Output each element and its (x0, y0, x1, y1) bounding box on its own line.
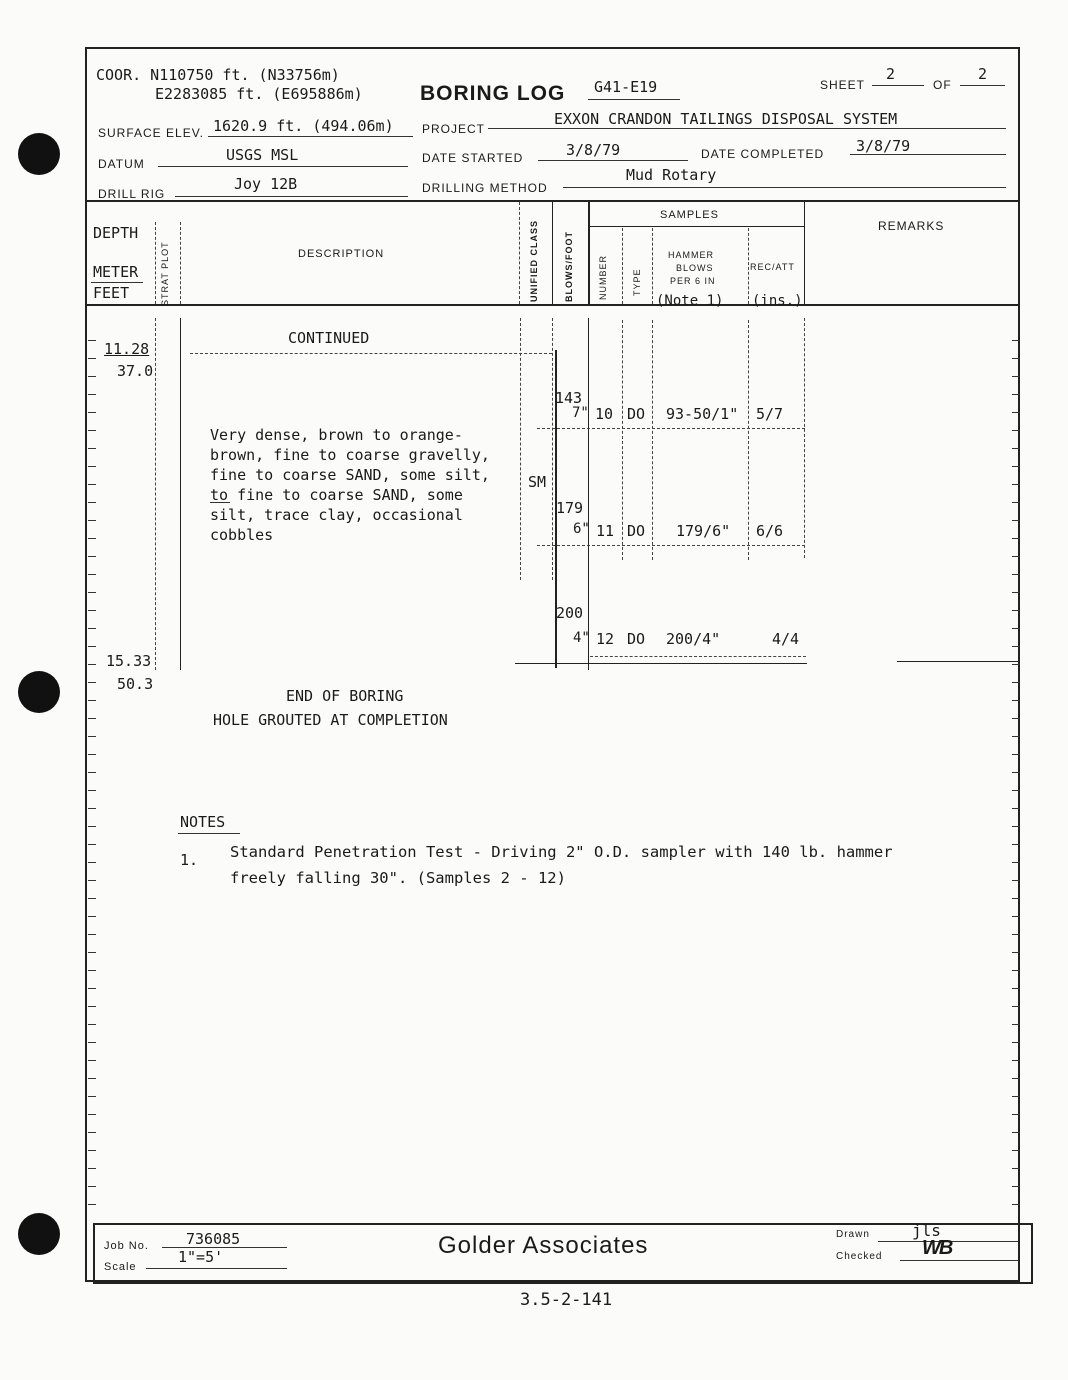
depth-tick (1012, 1078, 1020, 1079)
sample-hammer-blows: 179/6" (676, 522, 731, 540)
page-title: BORING LOG (420, 82, 566, 105)
col-depth: DEPTH (93, 224, 139, 242)
depth-tick (1012, 1186, 1020, 1187)
notes-underline (178, 833, 240, 834)
sample-recovery: 5/7 (756, 405, 784, 423)
depth-tick (1012, 934, 1020, 935)
depth-tick (1012, 430, 1020, 431)
drill-rig-label: DRILL RIG (98, 187, 166, 201)
depth-tick (1012, 1060, 1020, 1061)
checked-initials: WB (922, 1237, 952, 1259)
hole-grouted: HOLE GROUTED AT COMPLETION (213, 711, 448, 729)
col-description: DESCRIPTION (298, 248, 385, 260)
depth-tick (1012, 772, 1020, 773)
strat-plot-body-right (180, 318, 181, 670)
depth-tick (88, 628, 96, 629)
sample-recovery: 4/4 (772, 630, 800, 648)
depth-tick (1012, 736, 1020, 737)
description-line: fine to coarse SAND, some silt, (210, 466, 490, 484)
sample-hammer-blows: 93-50/1" (666, 405, 739, 423)
col-hammer-note: (Note 1) (656, 293, 724, 309)
depth-tick (88, 1024, 96, 1025)
drill-rig-value: Joy 12B (234, 175, 298, 193)
page-number: 3.5-2-141 (520, 1290, 613, 1310)
depth-tick (88, 646, 96, 647)
note-line-1: Standard Penetration Test - Driving 2" O.D. sampler with 140 lb. hammer (230, 843, 893, 861)
depth-tick (1012, 700, 1020, 701)
sample-11-bottom-rule (537, 545, 805, 546)
depth-tick (88, 1204, 96, 1205)
depth-tick (88, 1132, 96, 1133)
datum-underline (158, 166, 408, 167)
sample-blows-foot: 143 (555, 389, 583, 407)
soil-description (210, 425, 490, 545)
samples-body-left (588, 318, 589, 670)
depth-tick (88, 484, 96, 485)
depth-tick (88, 736, 96, 737)
depth-tick (1012, 718, 1020, 719)
depth-tick (88, 502, 96, 503)
depth-tick (1012, 1114, 1020, 1115)
col-number: NUMBER (598, 254, 608, 300)
samples-header-divider (588, 226, 804, 227)
depth-tick (88, 556, 96, 557)
job-no-value: 736085 (186, 1230, 241, 1248)
col-unified-class: UNIFIED CLASS (529, 219, 539, 302)
sample-12-rule (590, 656, 806, 657)
depth-tick (88, 1042, 96, 1043)
end-of-boring: END OF BORING (286, 687, 404, 705)
project-label: PROJECT (422, 122, 486, 136)
type-body-rule (652, 320, 653, 560)
sample-type: DO (627, 405, 646, 423)
depth-tick (88, 970, 96, 971)
depth-tick (88, 988, 96, 989)
date-started-underline (538, 160, 688, 161)
depth-tick (88, 520, 96, 521)
date-started-label: DATE STARTED (422, 151, 524, 165)
col-remarks: REMARKS (878, 219, 945, 233)
company-name: Golder Associates (438, 1232, 649, 1259)
date-completed-underline (850, 154, 1006, 155)
depth-tick (88, 952, 96, 953)
depth-tick (1012, 574, 1020, 575)
depth-tick (88, 538, 96, 539)
remarks-end-rule (897, 661, 1019, 662)
sample-blows-foot: 200 (556, 604, 584, 622)
depth-tick (1012, 376, 1020, 377)
col-blows-per-foot: BLOWS/FOOT (564, 231, 574, 302)
col-type: TYPE (632, 268, 642, 296)
depth-tick (88, 682, 96, 683)
depth-tick (88, 574, 96, 575)
depth-tick (1012, 466, 1020, 467)
depth-tick (1012, 1132, 1020, 1133)
surface-elev-underline (208, 136, 413, 137)
unified-class-body-left (520, 318, 521, 580)
depth-tick (88, 340, 96, 341)
scale-underline (146, 1268, 287, 1269)
depth-tick (1012, 808, 1020, 809)
depth-tick (88, 934, 96, 935)
blows-body-left (552, 318, 553, 580)
depth-tick (88, 376, 96, 377)
unified-class-value: SM (528, 473, 547, 491)
depth-tick (88, 844, 96, 845)
depth-tick (1012, 394, 1020, 395)
col-feet: FEET (93, 284, 130, 302)
depth-tick (88, 790, 96, 791)
column-header-divider (86, 304, 1019, 306)
coord-north: COOR. N110750 ft. (N33756m) (96, 66, 340, 84)
depth-tick (88, 826, 96, 827)
footer-left-rule (93, 1223, 95, 1283)
date-started-value: 3/8/79 (566, 141, 621, 159)
depth-tick (88, 358, 96, 359)
depth-tick (1012, 682, 1020, 683)
blows-left-rule (552, 202, 553, 304)
depth-tick (1012, 1006, 1020, 1007)
checked-label: Checked (836, 1251, 883, 1262)
description-line: Very dense, brown to orange- (210, 426, 463, 444)
depth-tick (1012, 970, 1020, 971)
punch-hole-bottom (18, 1213, 60, 1255)
number-body-rule (622, 320, 623, 560)
drilling-method-underline (563, 187, 1006, 188)
scale-value: 1"=5' (178, 1248, 224, 1266)
sheet-number-underline (872, 85, 924, 86)
depth-tick (88, 412, 96, 413)
description-line: cobbles (210, 526, 274, 544)
to-underline (210, 502, 230, 503)
sample-10-bottom-rule (537, 428, 805, 429)
sample-hammer-blows: 200/4" (666, 630, 721, 648)
surface-elev-value: 1620.9 ft. (494.06m) (213, 117, 394, 135)
depth-tick (1012, 484, 1020, 485)
punch-hole-middle (18, 671, 60, 713)
depth-tick (88, 1078, 96, 1079)
col-rec-att: REC/ATT (750, 262, 795, 272)
datum-label: DATUM (98, 157, 145, 171)
depth-tick (1012, 448, 1020, 449)
drilling-method-label: DRILLING METHOD (422, 181, 548, 195)
depth-tick (1012, 592, 1020, 593)
depth-tick (1012, 520, 1020, 521)
depth-tick (1012, 610, 1020, 611)
depth-tick (88, 916, 96, 917)
surface-elev-label: SURFACE ELEV. (98, 126, 204, 140)
sample-type: DO (627, 630, 646, 648)
depth-tick (88, 754, 96, 755)
drill-rig-underline (175, 196, 408, 197)
depth-tick (1012, 538, 1020, 539)
drawn-label: Drawn (836, 1229, 870, 1240)
datum-value: USGS MSL (226, 146, 299, 164)
sample-blows-in: 7" (572, 405, 589, 421)
depth-tick (1012, 1204, 1020, 1205)
depth-tick (1012, 862, 1020, 863)
project-underline (488, 128, 1006, 129)
depth-tick (1012, 754, 1020, 755)
boring-id-underline (588, 99, 680, 100)
sheet-total: 2 (978, 65, 988, 83)
depth-tick (88, 862, 96, 863)
depth-tick (1012, 988, 1020, 989)
depth-tick (1012, 898, 1020, 899)
footer-divider (93, 1223, 1033, 1225)
depth-tick (1012, 1042, 1020, 1043)
sample-number: 11 (596, 522, 615, 540)
job-no-label: Job No. (104, 1240, 149, 1252)
drilling-method-value: Mud Rotary (626, 166, 717, 184)
sample-recovery: 6/6 (756, 522, 784, 540)
depth-tick (88, 772, 96, 773)
depth-tick (88, 430, 96, 431)
depth-tick (1012, 916, 1020, 917)
date-completed-label: DATE COMPLETED (701, 147, 825, 161)
depth-tick (1012, 502, 1020, 503)
depth-tick (1012, 628, 1020, 629)
note-number: 1. (180, 851, 199, 869)
depth-tick (1012, 880, 1020, 881)
punch-hole-top (18, 133, 60, 175)
continued-label: CONTINUED (288, 329, 370, 347)
sample-blows-foot: 179 (556, 499, 584, 517)
number-right-rule (622, 228, 623, 304)
strat-plot-body-left (155, 318, 156, 670)
description-line: brown, fine to coarse gravelly, (210, 446, 490, 464)
depth-tick (88, 808, 96, 809)
depth-tick (88, 394, 96, 395)
depth-tick (88, 1114, 96, 1115)
remarks-body-rule (804, 318, 805, 558)
depth-tick (88, 466, 96, 467)
strat-plot-right-rule (180, 222, 181, 304)
scale-label: Scale (104, 1261, 137, 1273)
depth-tick (1012, 1150, 1020, 1151)
notes-heading: NOTES (180, 813, 226, 831)
date-completed-value: 3/8/79 (856, 137, 911, 155)
col-hammer-line3: PER 6 IN (670, 276, 716, 286)
depth-tick (1012, 1096, 1020, 1097)
col-meter: METER (93, 263, 139, 281)
footer-bottom-rule (93, 1282, 1033, 1284)
depth-tick (88, 1060, 96, 1061)
col-rec-unit: (ins.) (752, 293, 803, 309)
top-depth-feet: 37.0 (117, 362, 154, 380)
unified-class-left-rule (519, 202, 520, 304)
drawn-value: jls (912, 1221, 941, 1240)
depth-tick (88, 448, 96, 449)
meter-feet-divider (91, 282, 143, 283)
depth-tick (88, 610, 96, 611)
depth-tick (1012, 1024, 1020, 1025)
depth-tick (88, 1186, 96, 1187)
depth-tick (88, 664, 96, 665)
sheet-total-underline (960, 85, 1005, 86)
of-label: OF (933, 78, 952, 92)
end-of-boring-rule (515, 663, 807, 664)
sheet-label: SHEET (820, 78, 866, 92)
depth-tick (88, 592, 96, 593)
samples-left-rule (588, 202, 590, 304)
depth-tick (1012, 790, 1020, 791)
continued-rule (190, 353, 552, 354)
remarks-left-rule (804, 202, 805, 304)
depth-tick (1012, 412, 1020, 413)
depth-tick (1012, 556, 1020, 557)
strat-plot-left-rule (155, 222, 156, 304)
col-hammer-line1: HAMMER (668, 250, 714, 260)
sample-type: DO (627, 522, 646, 540)
depth-tick (1012, 340, 1020, 341)
depth-tick (1012, 826, 1020, 827)
sheet-number: 2 (886, 65, 896, 83)
bottom-depth-feet: 50.3 (117, 675, 154, 693)
description-line: silt, trace clay, occasional (210, 506, 463, 524)
depth-tick (88, 1168, 96, 1169)
sample-blows-in: 4" (573, 630, 590, 646)
col-samples: SAMPLES (660, 209, 719, 221)
depth-tick (1012, 358, 1020, 359)
depth-tick (88, 898, 96, 899)
depth-tick (1012, 664, 1020, 665)
description-line: to fine to coarse SAND, some (210, 486, 463, 504)
col-hammer-line2: BLOWS (676, 263, 714, 273)
depth-tick (88, 700, 96, 701)
sample-number: 10 (595, 405, 614, 423)
sample-number: 12 (596, 630, 615, 648)
note-line-2: freely falling 30". (Samples 2 - 12) (230, 869, 566, 887)
bottom-depth-meters: 15.33 (106, 652, 152, 670)
footer-right-rule (1031, 1223, 1033, 1283)
depth-tick (1012, 952, 1020, 953)
depth-tick (1012, 1168, 1020, 1169)
depth-tick (1012, 844, 1020, 845)
coord-east: E2283085 ft. (E695886m) (155, 85, 363, 103)
type-right-rule (652, 228, 653, 304)
depth-tick (1012, 646, 1020, 647)
top-depth-meters: 11.28 (104, 340, 150, 358)
project-value: EXXON CRANDON TAILINGS DISPOSAL SYSTEM (554, 110, 898, 128)
depth-tick (88, 1006, 96, 1007)
checked-underline (900, 1260, 1018, 1261)
sample-blows-in: 6" (573, 521, 590, 537)
depth-tick (88, 880, 96, 881)
depth-tick (88, 718, 96, 719)
hammer-right-rule (748, 228, 749, 304)
boring-id: G41-E19 (594, 78, 658, 96)
col-strat-plot: STRAT PLOT (160, 241, 170, 306)
depth-tick (88, 1150, 96, 1151)
hammer-body-rule (748, 320, 749, 560)
depth-tick (88, 1096, 96, 1097)
